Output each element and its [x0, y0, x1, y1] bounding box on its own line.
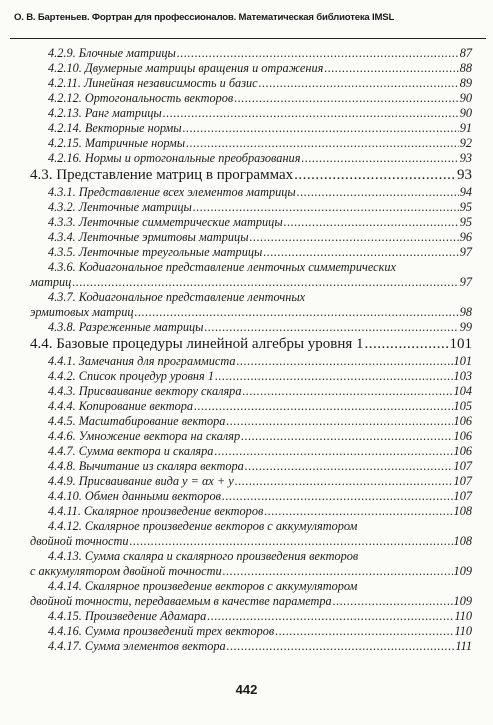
dot-leader: [223, 564, 453, 579]
dot-leader: [129, 534, 452, 549]
toc-entry: [30, 624, 472, 639]
toc-entry-label-line2: с аккумулятором двойной точности: [30, 564, 222, 578]
toc-entry: [30, 61, 472, 76]
dot-leader: [324, 61, 458, 76]
toc-entry-label-line1: 4.3.7. Кодиагональное представление ленточных: [48, 290, 306, 304]
toc-entry-label-line1: 4.3.6. Кодиагональное представление ленточных симметрических: [48, 260, 396, 274]
toc-page-number: 106: [453, 429, 472, 443]
dot-leader: [135, 305, 459, 320]
toc-entry: [30, 594, 472, 609]
toc-entry: [30, 185, 472, 200]
dot-leader: [365, 336, 449, 353]
toc-entry: [30, 121, 472, 136]
dot-leader: [177, 46, 459, 61]
toc-page-number: 99: [459, 320, 472, 334]
toc-entry: [30, 305, 472, 320]
toc-entry: [30, 136, 472, 151]
dot-leader: [235, 474, 453, 489]
toc-page-number: 108: [453, 534, 472, 548]
toc-entry-label: 4.4.8. Вычитание из скаляра вектора: [48, 459, 244, 473]
toc-page-number: 101: [449, 336, 472, 352]
toc-section: [30, 167, 472, 184]
dot-leader: [263, 245, 458, 260]
dot-leader: [226, 414, 452, 429]
page-number: 442: [235, 682, 258, 697]
toc-entry-label: 4.3.8. Разреженные матрицы: [48, 320, 204, 334]
toc-entry: [30, 489, 472, 504]
toc-entry-label-line2: матриц: [30, 275, 72, 289]
toc-entry-label: 4.4.16. Сумма произведений трех векторов: [48, 624, 275, 638]
toc-page-number: 107: [453, 459, 472, 473]
toc-entry: [30, 384, 472, 399]
dot-leader: [275, 624, 453, 639]
toc-entry-label: 4.2.16. Нормы и ортогональные преобразования: [48, 151, 301, 165]
toc-entry-label: 4.3.1. Представление всех элементов матрицы: [48, 185, 296, 199]
toc-entry: [30, 320, 472, 335]
toc-page-number: 97: [459, 275, 472, 289]
header-rule: [10, 38, 486, 39]
toc-entry-label-line1: 4.4.14. Скалярное произведение векторов с аккумулятором: [48, 579, 358, 593]
toc-entry-label: 4.4.4. Копирование вектора: [48, 399, 194, 413]
dot-leader: [301, 151, 458, 166]
toc-entry: [30, 200, 472, 215]
toc-page-number: 111: [455, 639, 472, 653]
toc-entry-label-line2: двойной точности: [30, 534, 129, 548]
toc-page-number: 106: [453, 444, 472, 458]
toc-entry-label: 4.4.1. Замечания для программиста: [48, 354, 236, 368]
toc-entry: [30, 444, 472, 459]
toc-entry-label: 4.4.3. Присваивание вектору скаляра: [48, 384, 242, 398]
toc-entry: [30, 215, 472, 230]
toc-entry-label: 4.3.5. Ленточные треугольные матрицы: [48, 245, 263, 259]
toc-entry: [30, 245, 472, 260]
dot-leader: [294, 167, 456, 184]
toc-entry-label-line2: эрмитовых матриц: [30, 305, 134, 319]
toc-page-number: 105: [453, 399, 472, 413]
dot-leader: [72, 275, 458, 290]
toc-page-number: 108: [453, 504, 472, 518]
toc-entry-label: 4.3.2. Ленточные матрицы: [48, 200, 192, 214]
dot-leader: [259, 76, 459, 91]
dot-leader: [250, 230, 459, 245]
dot-leader: [163, 106, 459, 121]
toc-page-number: 110: [454, 624, 472, 638]
toc-entry: [30, 91, 472, 106]
toc-entry: [30, 151, 472, 166]
toc-entry-label: 4.3.4. Ленточные эрмитовы матрицы: [48, 230, 249, 244]
dot-leader: [214, 444, 452, 459]
toc-entry: [30, 354, 472, 369]
toc-entry: [30, 230, 472, 245]
toc-page-number: 89: [459, 76, 472, 90]
toc-entry: [30, 46, 472, 61]
toc-page-number: 93: [459, 151, 472, 165]
toc-page-number: 87: [459, 46, 472, 60]
toc-page-number: 98: [459, 305, 472, 319]
dot-leader: [333, 594, 453, 609]
toc-entry-label-line1: 4.4.12. Скалярное произведение векторов с аккумулятором: [48, 519, 358, 533]
toc-page-number: 90: [459, 91, 472, 105]
toc-entry-label: 4.4.11. Скалярное произведение векторов: [48, 504, 264, 518]
toc-page-number: 90: [459, 106, 472, 120]
toc-entry: [30, 414, 472, 429]
toc-entry: [30, 534, 472, 549]
toc-page-number: 96: [459, 230, 472, 244]
toc-page-number: 104: [453, 384, 472, 398]
toc-entry-label-line1: 4.4.13. Сумма скаляра и скалярного произведения векторов: [48, 549, 359, 563]
toc-page-number: 107: [453, 474, 472, 488]
dot-leader: [264, 504, 452, 519]
toc-page-number: 92: [459, 136, 472, 150]
toc-entry: [30, 275, 472, 290]
toc-entry-label: 4.2.12. Ортогональность векторов: [48, 91, 234, 105]
toc-page-number: 109: [453, 594, 472, 608]
dot-leader: [242, 384, 452, 399]
toc-entry: [30, 639, 472, 654]
toc-entry-label: 4.2.13. Ранг матрицы: [48, 106, 162, 120]
dot-leader: [183, 121, 459, 136]
toc-entry: [30, 564, 472, 579]
toc-page-number: 107: [453, 489, 472, 503]
toc-entry-label: 4.4.2. Список процедур уровня 1: [48, 369, 214, 383]
toc-entry-label: 4.4.15. Произведение Адамара: [48, 609, 207, 623]
dot-leader: [215, 369, 453, 384]
dot-leader: [234, 91, 458, 106]
toc-page-number: 94: [459, 185, 472, 199]
toc-entry-label: 4.4.9. Присваивание вида y = αx + y: [48, 474, 234, 488]
dot-leader: [241, 429, 452, 444]
dot-leader: [237, 354, 453, 369]
toc-entry-label: 4.2.10. Двумерные матрицы вращения и отражения: [48, 61, 324, 75]
running-header: О. В. Бартеньев. Фортран для профессионалов. Математическая библиотека IMSL: [14, 12, 395, 23]
toc-entry-label: 4.4.5. Масштабирование вектора: [48, 414, 226, 428]
toc-page-number: 106: [453, 414, 472, 428]
toc-entry-label: 4.4.10. Обмен данными векторов: [48, 489, 221, 503]
table-of-contents: [30, 46, 472, 654]
toc-page-number: 95: [459, 215, 472, 229]
toc-section: [30, 336, 472, 353]
toc-page-number: 110: [454, 609, 472, 623]
toc-entry-label: 4.2.14. Векторные нормы: [48, 121, 182, 135]
toc-page-number: 97: [459, 245, 472, 259]
toc-entry-label: 4.2.9. Блочные матрицы: [48, 46, 176, 60]
toc-page-number: 109: [453, 564, 472, 578]
dot-leader: [194, 399, 452, 414]
toc-entry-label: 4.4.7. Сумма вектора и скаляра: [48, 444, 214, 458]
dot-leader: [297, 185, 459, 200]
dot-leader: [222, 489, 453, 504]
toc-entry-label: 4.2.15. Матричные нормы: [48, 136, 186, 150]
toc-page-number: 95: [459, 200, 472, 214]
toc-page-number: 101: [453, 354, 472, 368]
toc-entry-label: 4.2.11. Линейная независимость и базис: [48, 76, 258, 90]
toc-entry-label: 4.4.6. Умножение вектора на скаляр: [48, 429, 241, 443]
toc-entry: [30, 369, 472, 384]
toc-entry: [30, 609, 472, 624]
toc-entry-label: 4.3.3. Ленточные симметрические матрицы: [48, 215, 283, 229]
toc-entry: [30, 106, 472, 121]
toc-entry-label-line2: двойной точности, передаваемым в качестве параметра: [30, 594, 332, 608]
toc-page-number: 93: [457, 167, 472, 183]
toc-entry-label: 4.3. Представление матриц в программах: [30, 167, 294, 183]
dot-leader: [245, 459, 453, 474]
dot-leader: [284, 215, 459, 230]
toc-page-number: 88: [459, 61, 472, 75]
toc-entry: [30, 399, 472, 414]
toc-entry: [30, 504, 472, 519]
dot-leader: [204, 320, 458, 335]
toc-page-number: 103: [453, 369, 472, 383]
toc-entry-label: 4.4.17. Сумма элементов вектора: [48, 639, 226, 653]
toc-entry-label: 4.4. Базовые процедуры линейной алгебры уровня 1: [30, 336, 364, 352]
dot-leader: [186, 136, 459, 151]
dot-leader: [227, 639, 455, 654]
toc-entry: [30, 459, 472, 474]
dot-leader: [207, 609, 453, 624]
toc-page-number: 91: [459, 121, 472, 135]
dot-leader: [193, 200, 459, 215]
toc-entry: [30, 474, 472, 489]
toc-entry: [30, 76, 472, 91]
toc-entry: [30, 429, 472, 444]
